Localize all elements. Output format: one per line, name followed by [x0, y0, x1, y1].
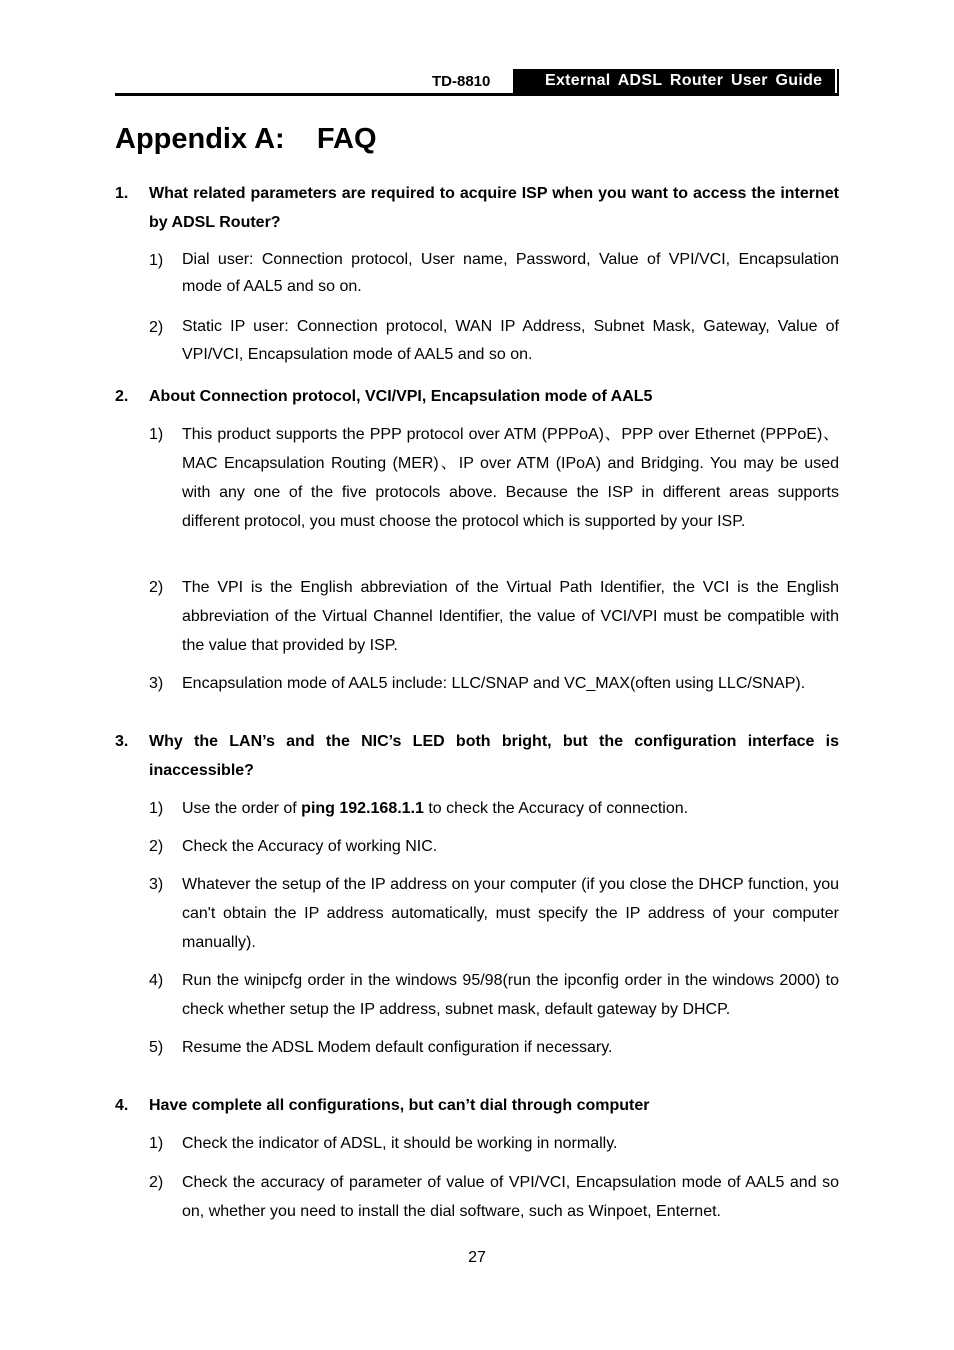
question-number: 1. — [115, 185, 129, 202]
question-4 — [115, 1091, 839, 1120]
answer-number: 4) — [149, 972, 164, 989]
answer-4-2 — [149, 1168, 839, 1226]
answer-3-4 — [149, 966, 839, 1024]
question-1 — [115, 179, 839, 237]
question-number: 4. — [115, 1097, 129, 1114]
answer-3-2 — [149, 832, 839, 861]
answer-1-1 — [149, 246, 839, 300]
answer-number: 3) — [149, 876, 164, 893]
answer-text: Check the Accuracy of working NIC. — [182, 838, 438, 855]
question-text: Have complete all configurations, but can’t dial through computer — [149, 1097, 650, 1114]
answer-text: The VPI is the English abbreviation of the Virtual Path Identifier, the VCI is the English abbreviation of the Virtual Channel Identifier, the value of VCI/VPI must be compatible with the value that provided by ISP. — [182, 579, 839, 654]
answer-number: 1) — [149, 800, 164, 817]
answer-2-1 — [149, 420, 839, 536]
answer-number: 5) — [149, 1039, 164, 1056]
answer-number: 2) — [149, 579, 164, 596]
answer-number: 3) — [149, 675, 164, 692]
answer-text: Resume the ADSL Modem default configuration if necessary. — [182, 1039, 613, 1056]
answer-number: 2) — [149, 319, 164, 336]
answer-text: This product supports the PPP protocol over ATM (PPPoA)、PPP over Ethernet (PPPoE)、MAC Encapsulation Routing (MER)、IP over ATM (IPoA) and Bridging. You may be used with any one of the five protocols above. Because the ISP in different areas supports different protocol, you must choose the protocol which is supported by your ISP. — [182, 426, 839, 530]
answer-3-1 — [149, 794, 839, 823]
answer-text: Encapsulation mode of AAL5 include: LLC/SNAP and VC_MAX(often using LLC/SNAP). — [182, 675, 806, 692]
question-number: 3. — [115, 733, 129, 750]
question-text: What related parameters are required to acquire ISP when you want to access the internet by ADSL Router? — [149, 185, 839, 231]
answer-text: Dial user: Connection protocol, User name, Password, Value of VPI/VCI, Encapsulation mode of AAL5 and so on. — [182, 251, 839, 295]
question-2 — [115, 382, 839, 411]
header-guide-title: External ADSL Router User Guide — [545, 72, 823, 89]
answer-text: Check the indicator of ADSL, it should be working in normally. — [182, 1135, 618, 1152]
answer-text-post: to check the Accuracy of connection. — [423, 800, 689, 817]
question-number: 2. — [115, 388, 129, 405]
answer-number: 1) — [149, 1135, 164, 1152]
answer-2-3 — [149, 669, 839, 698]
answer-text-pre: Use the order of — [182, 800, 302, 817]
answer-text — [182, 794, 839, 823]
answer-3-3 — [149, 870, 839, 957]
answer-number: 1) — [149, 252, 164, 269]
ping-command: ping 192.168.1.1 — [301, 800, 424, 817]
answer-2-2 — [149, 573, 839, 660]
answer-text: Run the winipcfg order in the windows 95/98(run the ipconfig order in the windows 2000) to check whether setup the IP address, subnet mask, default gateway by DHCP. — [182, 972, 839, 1018]
header-model: TD-8810 — [432, 73, 491, 90]
answer-number: 2) — [149, 1174, 164, 1191]
answer-4-1 — [149, 1129, 839, 1158]
header-band-end — [837, 69, 839, 93]
page-number: 27 — [468, 1249, 486, 1266]
header-rule — [115, 93, 839, 96]
answer-1-2 — [149, 313, 839, 369]
answer-text: Static IP user: Connection protocol, WAN IP Address, Subnet Mask, Gateway, Value of VPI/VCI, Encapsulation mode of AAL5 and so on. — [182, 318, 839, 363]
question-text: Why the LAN’s and the NIC’s LED both bright, but the configuration interface is inaccessible? — [149, 733, 839, 779]
page-title: Appendix A: FAQ — [115, 123, 377, 155]
answer-text: Whatever the setup of the IP address on your computer (if you close the DHCP function, you can't obtain the IP address automatically, must specify the IP address of your computer manually). — [182, 876, 839, 951]
answer-number: 2) — [149, 838, 164, 855]
answer-text: Check the accuracy of parameter of value of VPI/VCI, Encapsulation mode of AAL5 and so on, whether you need to install the dial software, such as Winpoet, Enternet. — [182, 1174, 839, 1220]
answer-number: 1) — [149, 426, 164, 443]
question-3 — [115, 727, 839, 785]
question-text: About Connection protocol, VCI/VPI, Encapsulation mode of AAL5 — [149, 388, 653, 405]
answer-3-5 — [149, 1033, 839, 1062]
